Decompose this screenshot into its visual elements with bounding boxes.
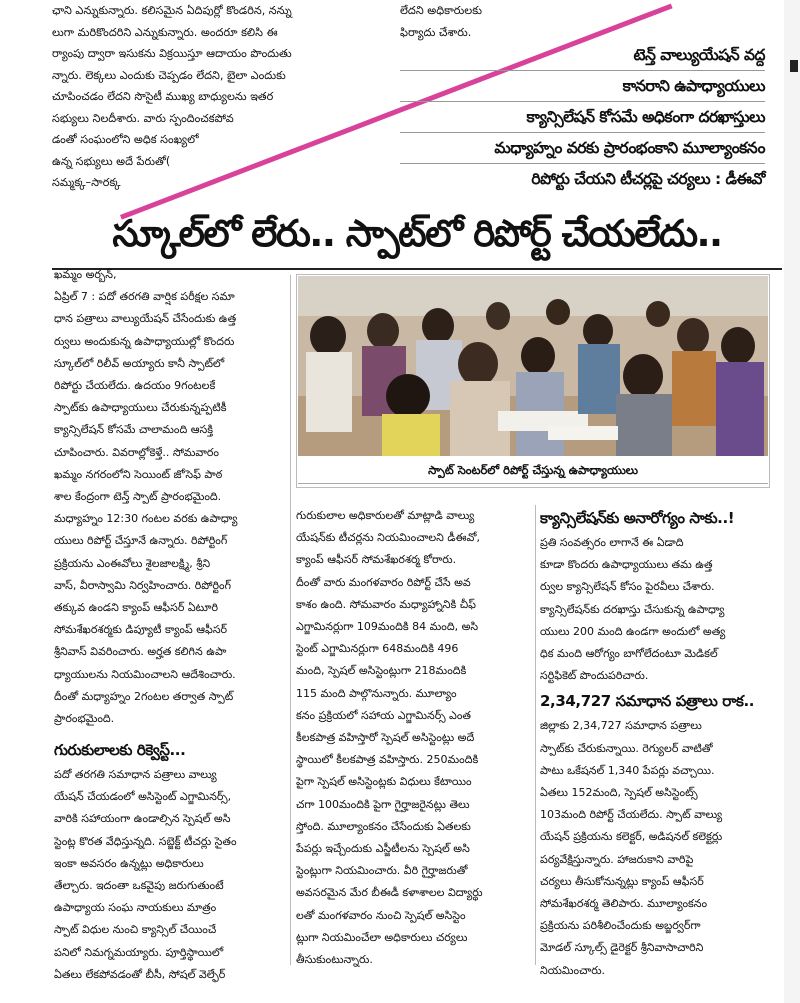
column-2-text <box>296 505 532 971</box>
section-heading-gurukul: గురుకులాలకు రిక్వెస్ట్... <box>54 741 186 759</box>
article-line: డంతో సంఘంలోని అధిక సంఖ్యలో <box>52 133 199 146</box>
subhead-4: మధ్యాహ్నం వరకు ప్రారంభంకాని మూల్యాంకనం <box>494 139 765 157</box>
article-line: యేషన్ చేయడంలో అసిస్టెంట్ ఎగ్జామినర్స్, <box>54 790 232 804</box>
article-line: గురుకులాల అధికారులతో మాట్లాడి వాల్యు <box>296 509 475 522</box>
article-line: చర్యలు తీసుకోనున్నట్లు క్యాంప్ ఆఫీసర్ <box>540 874 704 888</box>
page-mark-icon <box>790 60 798 72</box>
photo-caption: స్పాట్ సెంటర్‌లో రిపోర్ట్ చేస్తున్న ఉపాధ్యాయులు <box>298 456 768 484</box>
article-line: స్తోంది. మూల్యాంకనం చేసేందుకు ఏతలకు <box>296 819 471 833</box>
article-line: ఫిర్యాదు చేశారు. <box>400 25 472 39</box>
article-line: వారికి సహాయంగా ఉండాల్సిన స్పెషల్ అసి <box>54 812 231 826</box>
article-line: పదో తరగతి సమాధాన పత్రాలు వాల్యు <box>54 768 217 781</box>
article-line: పనిలో నిమగ్నమయ్యారు. పూర్తిస్థాయిలో <box>54 945 224 959</box>
article-line: లతో మంగళవారం నుంచి స్పెషల్ అసిస్టెం <box>296 908 466 922</box>
subhead-5: రిపోర్టు చేయని టీచర్లపై చర్యలు : డీఈవో <box>531 170 765 188</box>
article-line: యేషన్ ప్రక్రియను కలెక్టర్, అడిషనల్ కలెక్టర్లు <box>540 830 723 844</box>
article-line: సమ్మక్క–సారక్క <box>52 176 121 189</box>
news-photo <box>298 276 768 456</box>
article-line: స్పాట్‌కు చేరుకున్నాయి. రెగ్యులర్ వాటితో <box>540 741 713 755</box>
article-line: సోమశేఖరశర్మ తెలిపారు. మూల్యాంకనం <box>540 897 708 911</box>
article-line: ధ్యాయులను నియమించాలని ఆదేశించారు. <box>54 667 236 681</box>
article-line: మధ్యాహ్నం 12:30 గంటల వరకు ఉపాధ్యా <box>54 512 238 526</box>
article-line: ట్లుగా నియమించేలా అధికారులు చర్యలు <box>296 930 468 944</box>
article-line: ఛాని ఎన్నుకున్నారు. కలిసమైన ఏదిపుర్లో కొండరిన, నన్ను <box>52 4 292 17</box>
article-line: కీలకపాత్ర వహిస్తారో స్పెషల్ అసిస్టెంట్లు అదే <box>296 731 475 745</box>
subhead-2: కానరాని ఉపాధ్యాయులు <box>622 77 765 95</box>
article-line: ప్రక్రియను పరిశీలించేందుకు అబ్జర్వర్‌గా <box>540 919 701 933</box>
article-line: స్థాయిలో కీలకపాత్ర వహిస్తారు. 250మందికి <box>296 753 479 767</box>
article-line: ప్రారంభమైంది. <box>54 712 115 726</box>
main-headline: స్కూల్‌లో లేరు.. స్పాట్‌లో రిపోర్ట్ చేయలేదు.. <box>112 212 722 255</box>
article-line: అవసరమైన మేర బీఈడీ కళాశాలల విద్యార్థు <box>296 886 483 900</box>
article-line: తేల్చారు. ఇదంతా ఒకవైపు జరుగుతుంటే <box>54 879 224 893</box>
article-line: మోడల్ స్కూల్స్ డైరెక్టర్ శ్రీనివాసాచారిని <box>540 941 704 955</box>
article-line: ర్యాంపు ద్వారా ఇసుకను విక్రయిస్తూ ఆదాయం పొందుతు <box>52 47 292 60</box>
article-line: పర్యవేక్షిస్తున్నారు. హాజరుకాని వారిపై <box>540 852 694 866</box>
article-line: యులు 200 మంది ఉండగా అందులో అత్య <box>540 624 726 638</box>
article-line: ధాన పత్రాలు వాల్యుయేషన్ చేసేందుకు ఉత్త <box>54 312 237 326</box>
article-line: తక్కువ ఉండని క్యాంప్ ఆఫీసర్ ఏటూరి <box>54 601 219 615</box>
article-line: స్టెంట్లుగా నియమించారు. వీరి గైర్హాజరుతో <box>296 864 468 878</box>
crowd-photo-illustration <box>298 276 768 456</box>
article-line: ఖమ్మం అర్బన్, <box>54 268 117 281</box>
article-line: లుగా మరికొందరిని ఎన్నుకున్నారు. అందరూ కలిసి ఈ <box>52 25 278 39</box>
article-line: పాటు ఒకేషనల్ 1,340 పేపర్లు వచ్చాయి. <box>540 763 715 777</box>
sub-headlines <box>400 40 765 194</box>
column-1-section <box>54 736 286 986</box>
article-line: స్కూల్‌లో రిలీవ్ అయ్యారు కానీ స్పాట్‌లో <box>54 356 225 370</box>
article-line: కూడా కొందరు ఉపాధ్యాయులు తమ ఉత్త <box>540 558 713 572</box>
article-line: 103మంది రిపోర్ట్ చేయలేదు. స్పాట్ వాల్యు <box>540 808 723 822</box>
article-line: నియమించారు. <box>540 963 606 977</box>
article-line: సర్టిఫికెట్ పొందుపరిచారు. <box>540 669 649 683</box>
article-line: స్టెంట్ ఎగ్జామినర్లుగా 648మందికి 496 <box>296 642 459 656</box>
article-line: ఖమ్మం నగరంలోని సెయింట్ జోసెఫ్ పాఠ <box>54 467 223 481</box>
article-line: సోమశేఖరశర్మకు డిప్యూటీ క్యాంప్ ఆఫీసర్ <box>54 623 228 637</box>
article-line: దీంతో మధ్యాహ్నం 2గంటల తర్వాత స్పాట్ <box>54 689 234 703</box>
article-line: 115 మంది పాల్గొనున్నారు. మూల్యాం <box>296 686 457 700</box>
article-line: శాల కేంద్రంగా టెన్త్ స్పాట్ ప్రారంభమైంది. <box>54 490 222 504</box>
article-line: క్యాంప్ ఆఫీసర్ సోమశేఖరశర్మ కోరారు. <box>296 553 457 567</box>
article-line: యేషన్‌కు టీచర్లను నియమించాలని డీఈవో, <box>296 531 480 545</box>
subhead-3: క్యాన్సిలేషన్ కోసమే అధికంగా దరఖాస్తులు <box>526 108 765 126</box>
section-heading-cancellation: క్యాన్సిలేషన్‌కు అనారోగ్యం సాకు..! <box>540 509 735 527</box>
article-line: చూపించడం లేదని సొసైటీ ముఖ్య బాధ్యులను ఇతర <box>52 90 274 103</box>
article-line: చగా 100మందికి పైగా గైర్హాజరైనట్లు తెలు <box>296 797 470 811</box>
article-line: సభ్యులు నిలదీశారు. వారు స్పందించకపోవ <box>52 111 234 125</box>
article-line: ఉపాధ్యాయ సంఘ నాయకులు మాత్రం <box>54 901 217 915</box>
article-line: వాస్, వీరాస్వామి నిర్వహించారు. రిపోర్టింగ్ <box>54 578 231 592</box>
column-3-text <box>540 509 768 982</box>
article-line: రిపోర్టు చేయలేదు. ఉదయం 9గంటలకే <box>54 379 216 393</box>
article-line: కాశం ఉంది. సోమవారం మధ్యాహ్నానికి చీఫ్ <box>296 597 476 611</box>
article-line: ఇంకా అవసరం ఉన్నట్లు అధికారులు <box>54 856 204 870</box>
subhead-1: టెన్త్ వాల్యుయేషన్ వద్ద <box>633 46 765 64</box>
article-line: ఏతలు 152మంది, స్పెషల్ అసిస్టెంట్స్ <box>540 786 698 800</box>
article-line: జిల్లాకు 2,34,727 సమాధాన పత్రాలు <box>540 719 702 733</box>
article-line: ఏతలు లేకపోవడంతో బీసీ, సోషల్ వెల్ఫేర్ <box>54 967 226 981</box>
article-line: తీసుకుంటున్నారు. <box>296 953 373 967</box>
column-1-text <box>54 264 286 730</box>
article-line: స్పాట్‌కు ఉపాధ్యాయులు చేరుకున్నప్పటికీ <box>54 401 227 415</box>
article-line: క్యాన్సిలేషన్ కోసమే చాలామంది ఆసక్తి <box>54 423 213 437</box>
previous-article-right-text <box>400 0 550 43</box>
article-line: లేదని అధికారులకు <box>400 4 482 17</box>
article-line: పైగా స్పెషల్ అసిస్టెంట్లకు విధులు కేటాయిం <box>296 775 472 789</box>
column-divider <box>535 505 536 965</box>
article-line: స్పాట్ విధుల నుంచి క్యాన్సిల్ చేయించే <box>54 923 217 937</box>
article-line: పేపర్లు ఇచ్చేందుకు ఎస్జీటీలను స్పెషల్ అసి <box>296 842 470 856</box>
article-line: ఏప్రిల్ 7 : పదో తరగతి వార్షిక పరీక్షల సమా <box>54 290 235 304</box>
article-line: శ్రీనివాస్ వివరించారు. అర్హత కలిగిన ఉపా <box>54 645 227 659</box>
column-divider <box>290 275 291 965</box>
article-line: కనం ప్రక్రియలో సహాయ ఎగ్జామినర్స్ ఎంత <box>296 708 471 722</box>
article-line: స్టెంట్ల కొరత వేధిస్తున్నది. సబ్జెక్ట్ టీచర్లు సైతం <box>54 834 237 848</box>
article-line: ప్రక్రియను ఎంఈవోలు శైలజాలక్ష్మి, శ్రీని <box>54 556 211 570</box>
article-line: ప్రతి సంవత్సరం లాగానే ఈ ఏడాది <box>540 536 684 549</box>
previous-article-text <box>52 0 352 200</box>
article-line: ర్వులు అందుకున్న ఉపాధ్యాయుల్లో కొందరు <box>54 334 235 348</box>
article-line: యులు రిపోర్ట్ చేస్తూనే ఉన్నారు. రిపోర్టింగ్ <box>54 534 228 548</box>
article-line: న్నారు. లెక్కలు ఎందుకు చెప్పడం లేదని, బైలా ఎందుకు <box>52 68 286 82</box>
article-line: ఉన్న సభ్యులు అదే పేరుతో( <box>52 154 171 168</box>
adjacent-page-edge <box>784 0 800 1003</box>
article-line: క్యాన్సిలేషన్‌కు దరఖాస్తు చేసుకున్న ఉపాధ్యా <box>540 602 725 616</box>
article-line: ఎగ్జామినర్లుగా 109మందికి 84 మంది, అసి <box>296 620 479 634</box>
article-line: మంది, స్పెషల్ అసిస్టెంట్లుగా 218మందికి <box>296 664 467 678</box>
article-line: చూపించారు. వివరాల్లోకెళ్తే.. సోమవారం <box>54 445 219 459</box>
section-heading-answer-sheets: 2,34,727 సమాధాన పత్రాలు రాక.. <box>540 692 755 711</box>
article-line: ర్వుల క్యాన్సిలేషన్ కోసం పైరవీలు చేశారు. <box>540 580 715 594</box>
article-line: దీంతో వారు మంగళవారం రిపోర్ట్ చేసే అవ <box>296 575 471 589</box>
article-line: ధిక మంది ఆరోగ్యం బాగోలేదంటూ మెడికల్ <box>540 647 718 661</box>
